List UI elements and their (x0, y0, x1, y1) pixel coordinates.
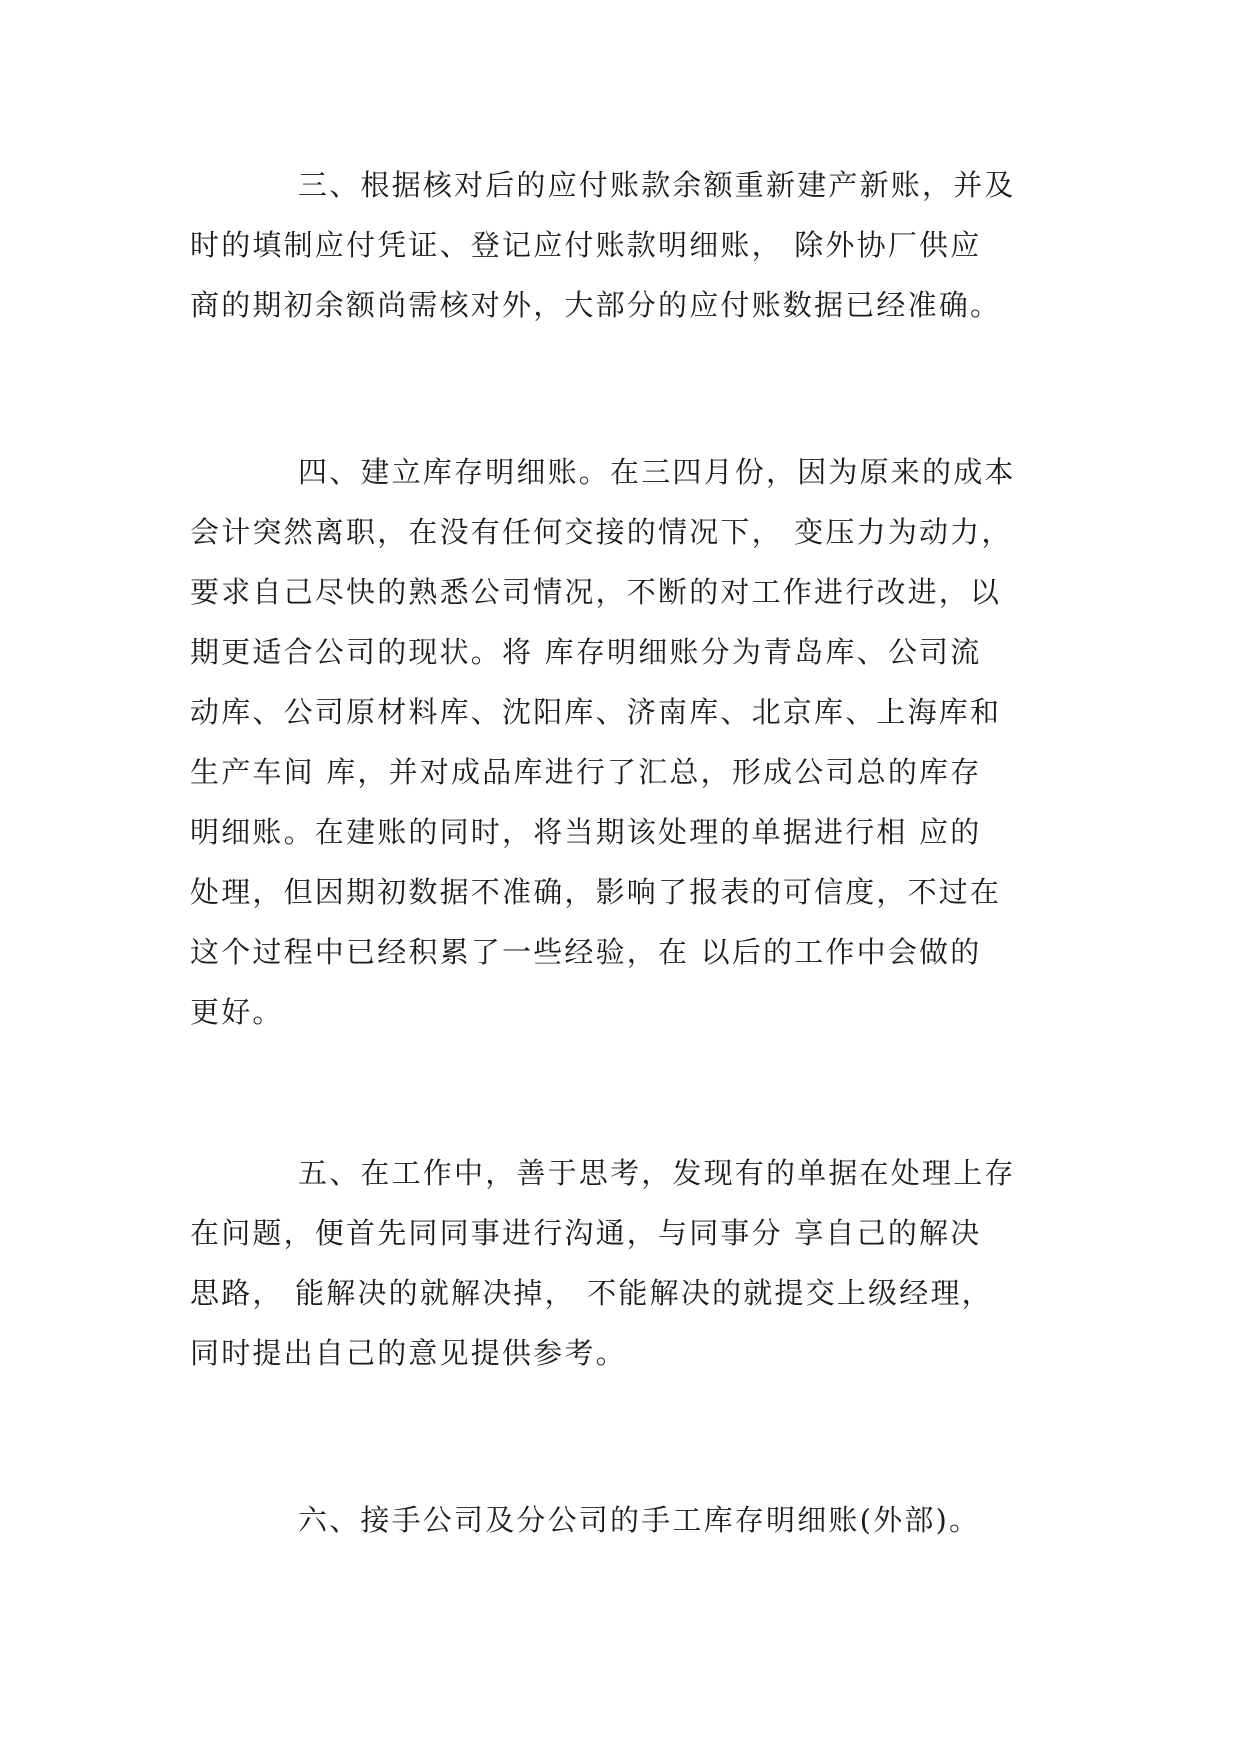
paragraph-line: 四、建立库存明细账。在三四月份，因为原来的成本 (298, 455, 1016, 489)
paragraph-line: 在问题，便首先同同事进行沟通，与同事分 享自己的解决 (190, 1216, 982, 1250)
paragraph-line: 生产车间 库，并对成品库进行了汇总，形成公司总的库存 (190, 755, 982, 789)
paragraph-line: 商的期初余额尚需核对外，大部分的应付账数据已经准确。 (190, 288, 1002, 322)
paragraph-5 (190, 1143, 1070, 1383)
paragraph-line: 动库、公司原材料库、沈阳库、济南库、北京库、上海库和 (190, 695, 1002, 729)
paragraph-line: 三、根据核对后的应付账款余额重新建产新账，并及 (298, 168, 1016, 202)
paragraph-line: 同时提出自己的意见提供参考。 (190, 1336, 627, 1370)
paragraph-6 (190, 1490, 1070, 1550)
paragraph-line: 更好。 (190, 995, 284, 1029)
paragraph-line: 会计突然离职，在没有任何交接的情况下， 变压力为动力， (190, 515, 1013, 549)
paragraph-line: 五、在工作中，善于思考，发现有的单据在处理上存 (298, 1156, 1016, 1190)
paragraph-line: 处理，但因期初数据不准确，影响了报表的可信度，不过在 (190, 875, 1002, 909)
paragraph-line: 要求自己尽快的熟悉公司情况，不断的对工作进行改进，以 (190, 575, 1002, 609)
paragraph-3 (190, 155, 1070, 335)
paragraph-4 (190, 442, 1070, 1042)
paragraph-line: 时的填制应付凭证、登记应付账款明细账， 除外协厂供应 (190, 228, 982, 262)
paragraph-line: 这个过程中已经积累了一些经验，在 以后的工作中会做的 (190, 935, 982, 969)
paragraph-line: 六、接手公司及分公司的手工库存明细账(外部)。 (298, 1503, 981, 1537)
paragraph-line: 思路， 能解决的就解决掉， 不能解决的就提交上级经理， (190, 1276, 993, 1310)
paragraph-line: 明细账。在建账的同时，将当期该处理的单据进行相 应的 (190, 815, 982, 849)
paragraph-line: 期更适合公司的现状。将 库存明细账分为青岛库、公司流 (190, 635, 982, 669)
